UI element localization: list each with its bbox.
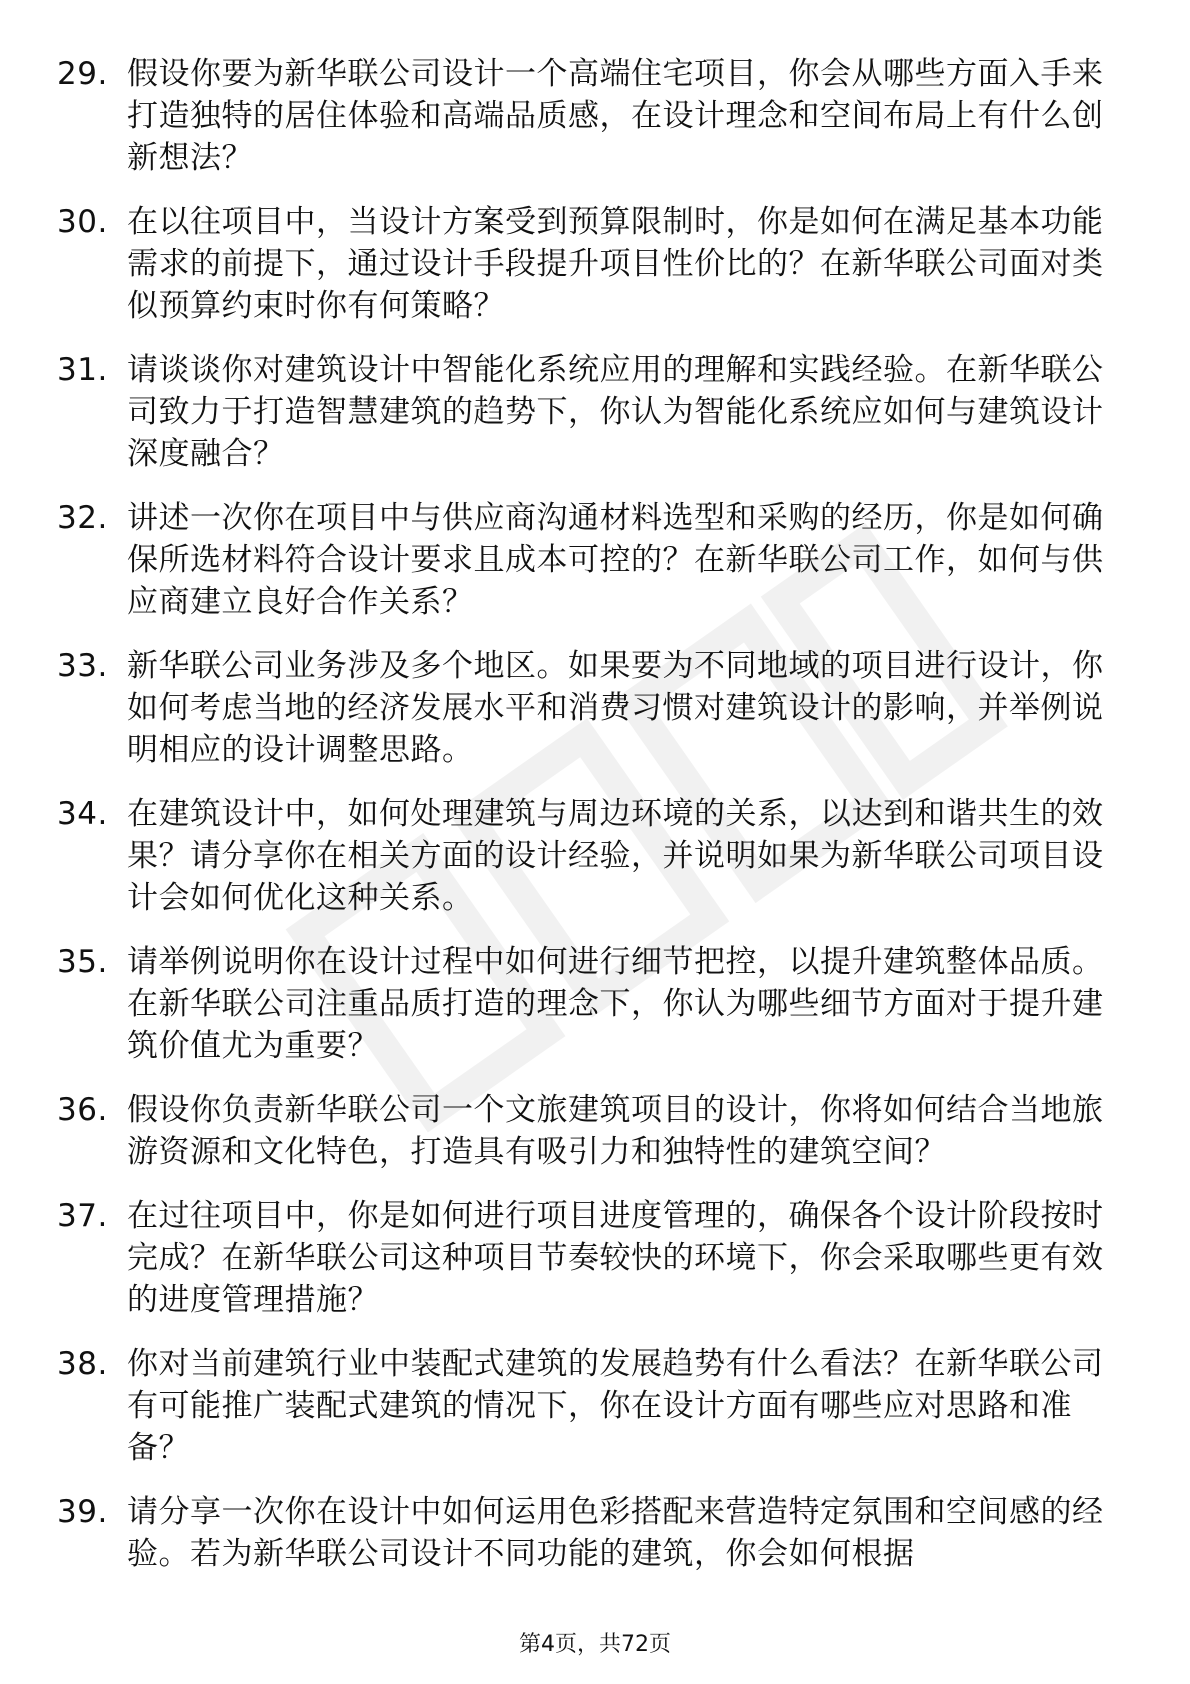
question-number: 37. xyxy=(57,1198,108,1234)
question-text: 请举例说明你在设计过程中如何进行细节把控，以提升建筑整体品质。在新华联公司注重品质打造的理念下，你认为哪些细节方面对于提升建筑价值尤为重要？ xyxy=(127,944,1104,1064)
question-item xyxy=(57,1491,1127,1575)
question-text: 在建筑设计中，如何处理建筑与周边环境的关系，以达到和谐共生的效果？请分享你在相关方面的设计经验，并说明如果为新华联公司项目设计会如何优化这种关系。 xyxy=(127,796,1104,916)
question-number: 32. xyxy=(57,500,108,536)
question-text: 请谈谈你对建筑设计中智能化系统应用的理解和实践经验。在新华联公司致力于打造智慧建筑的趋势下，你认为智能化系统应如何与建筑设计深度融合？ xyxy=(127,352,1104,472)
question-item xyxy=(57,349,1127,475)
question-text: 新华联公司业务涉及多个地区。如果要为不同地域的项目进行设计，你如何考虑当地的经济发展水平和消费习惯对建筑设计的影响，并举例说明相应的设计调整思路。 xyxy=(127,648,1104,768)
question-item xyxy=(57,1195,1127,1321)
question-text: 讲述一次你在项目中与供应商沟通材料选型和采购的经历，你是如何确保所选材料符合设计要求且成本可控的？在新华联公司工作，如何与供应商建立良好合作关系？ xyxy=(127,500,1104,620)
question-list xyxy=(57,53,1127,1597)
question-number: 34. xyxy=(57,796,108,832)
question-text: 假设你要为新华联公司设计一个高端住宅项目，你会从哪些方面入手来打造独特的居住体验和高端品质感，在设计理念和空间布局上有什么创新想法？ xyxy=(127,56,1104,176)
question-number: 39. xyxy=(57,1494,108,1530)
question-text: 你对当前建筑行业中装配式建筑的发展趋势有什么看法？在新华联公司有可能推广装配式建筑的情况下，你在设计方面有哪些应对思路和准备？ xyxy=(127,1346,1104,1466)
question-item xyxy=(57,645,1127,771)
question-text: 在过往项目中，你是如何进行项目进度管理的，确保各个设计阶段按时完成？在新华联公司这种项目节奏较快的环境下，你会采取哪些更有效的进度管理措施？ xyxy=(127,1198,1104,1318)
question-item xyxy=(57,941,1127,1067)
question-number: 29. xyxy=(57,56,108,92)
question-text: 请分享一次你在设计中如何运用色彩搭配来营造特定氛围和空间感的经验。若为新华联公司设计不同功能的建筑，你会如何根据 xyxy=(127,1494,1104,1572)
question-number: 38. xyxy=(57,1346,108,1382)
page-footer xyxy=(0,1630,1190,1660)
question-number: 35. xyxy=(57,944,108,980)
question-item xyxy=(57,1089,1127,1173)
question-number: 33. xyxy=(57,648,108,684)
question-number: 31. xyxy=(57,352,108,388)
question-item xyxy=(57,53,1127,179)
page-number-label: 第4页，共72页 xyxy=(519,1632,671,1657)
question-item xyxy=(57,793,1127,919)
question-item xyxy=(57,1343,1127,1469)
question-text: 假设你负责新华联公司一个文旅建筑项目的设计，你将如何结合当地旅游资源和文化特色，打造具有吸引力和独特性的建筑空间？ xyxy=(127,1092,1104,1170)
question-number: 36. xyxy=(57,1092,108,1128)
question-number: 30. xyxy=(57,204,108,240)
question-item xyxy=(57,201,1127,327)
question-item xyxy=(57,497,1127,623)
question-text: 在以往项目中，当设计方案受到预算限制时，你是如何在满足基本功能需求的前提下，通过设计手段提升项目性价比的？在新华联公司面对类似预算约束时你有何策略？ xyxy=(127,204,1104,324)
